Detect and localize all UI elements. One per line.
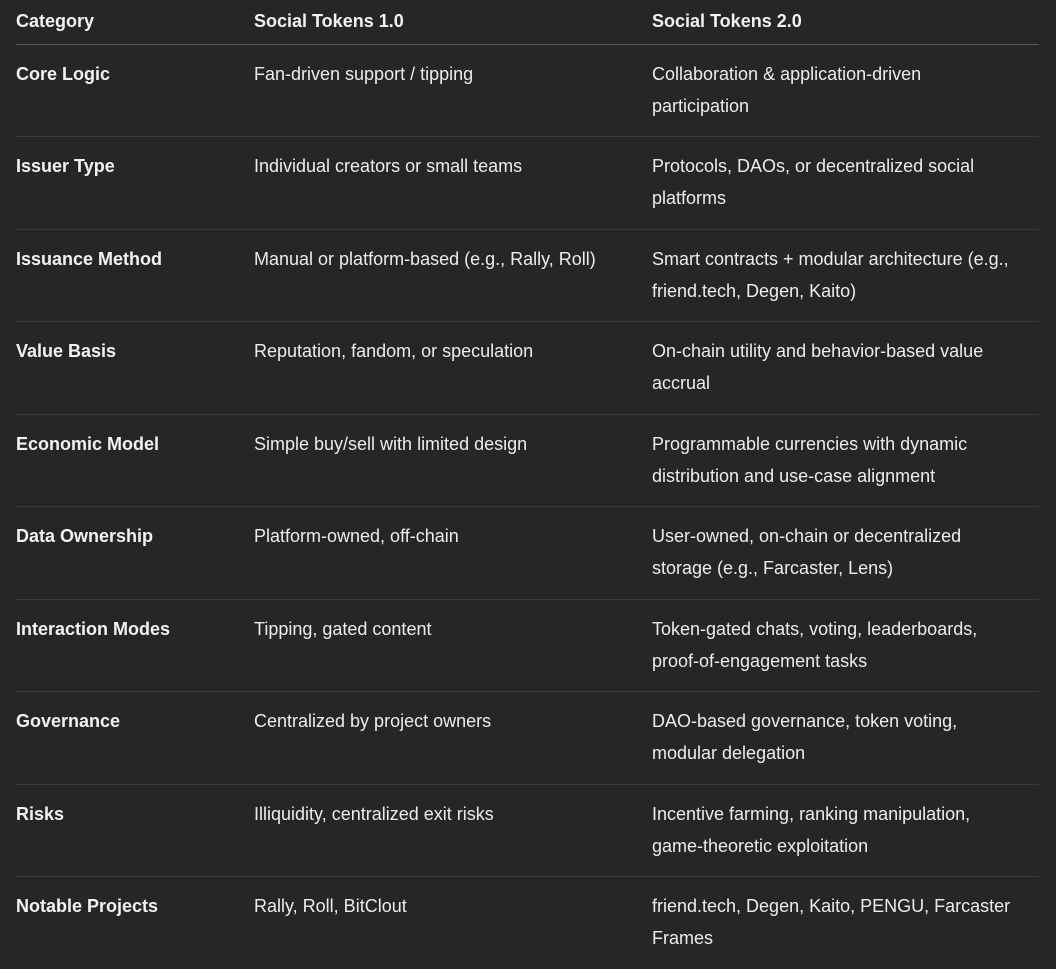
table-row (16, 507, 1039, 600)
row-category: Issuance Method (16, 249, 163, 269)
table-row (16, 692, 1039, 785)
table-row (16, 415, 1039, 507)
table-row (16, 230, 1039, 322)
row-category: Value Basis (16, 341, 117, 361)
row-category: Notable Projects (16, 896, 159, 916)
row-social-tokens-1: Platform-owned, off-chain (254, 526, 459, 546)
row-category: Interaction Modes (16, 619, 171, 639)
row-social-tokens-1: Individual creators or small teams (254, 156, 523, 176)
row-category: Data Ownership (16, 526, 154, 546)
row-category: Risks (16, 804, 65, 824)
row-social-tokens-2: Token-gated chats, voting, leaderboards, proof-of-engagement tasks (652, 619, 978, 671)
row-social-tokens-1: Simple buy/sell with limited design (254, 434, 528, 454)
row-category: Governance (16, 711, 121, 731)
row-social-tokens-1: Rally, Roll, BitClout (254, 896, 407, 916)
row-category: Issuer Type (16, 156, 115, 176)
row-social-tokens-2: Programmable currencies with dynamic distribution and use-case alignment (652, 434, 968, 486)
header-category: Category (16, 11, 95, 31)
row-social-tokens-1: Centralized by project owners (254, 711, 492, 731)
comparison-table (16, 0, 1039, 969)
row-social-tokens-1: Fan-driven support / tipping (254, 64, 474, 84)
row-social-tokens-1: Manual or platform-based (e.g., Rally, Roll) (254, 249, 596, 269)
row-social-tokens-2: Protocols, DAOs, or decentralized social platforms (652, 156, 975, 208)
table-row (16, 137, 1039, 230)
row-social-tokens-2: Collaboration & application-driven participation (652, 64, 922, 116)
row-social-tokens-2: User-owned, on-chain or decentralized storage (e.g., Farcaster, Lens) (652, 526, 962, 578)
row-category: Core Logic (16, 64, 111, 84)
row-social-tokens-2: DAO-based governance, token voting, modular delegation (652, 711, 958, 763)
row-social-tokens-2: Incentive farming, ranking manipulation, game-theoretic exploitation (652, 804, 971, 856)
table-row (16, 785, 1039, 877)
row-social-tokens-1: Illiquidity, centralized exit risks (254, 804, 494, 824)
table-row (16, 877, 1039, 969)
table-row (16, 45, 1039, 137)
table-header-row (16, 0, 1039, 45)
row-social-tokens-2: friend.tech, Degen, Kaito, PENGU, Farcaster Frames (652, 896, 1011, 948)
table-row (16, 600, 1039, 692)
row-social-tokens-2: Smart contracts + modular architecture (e.g., friend.tech, Degen, Kaito) (652, 249, 1009, 301)
header-social-tokens-2: Social Tokens 2.0 (652, 11, 802, 31)
header-social-tokens-1: Social Tokens 1.0 (254, 11, 404, 31)
table-row (16, 322, 1039, 415)
row-social-tokens-2: On-chain utility and behavior-based value accrual (652, 341, 984, 393)
row-social-tokens-1: Reputation, fandom, or speculation (254, 341, 534, 361)
row-category: Economic Model (16, 434, 160, 454)
row-social-tokens-1: Tipping, gated content (254, 619, 432, 639)
